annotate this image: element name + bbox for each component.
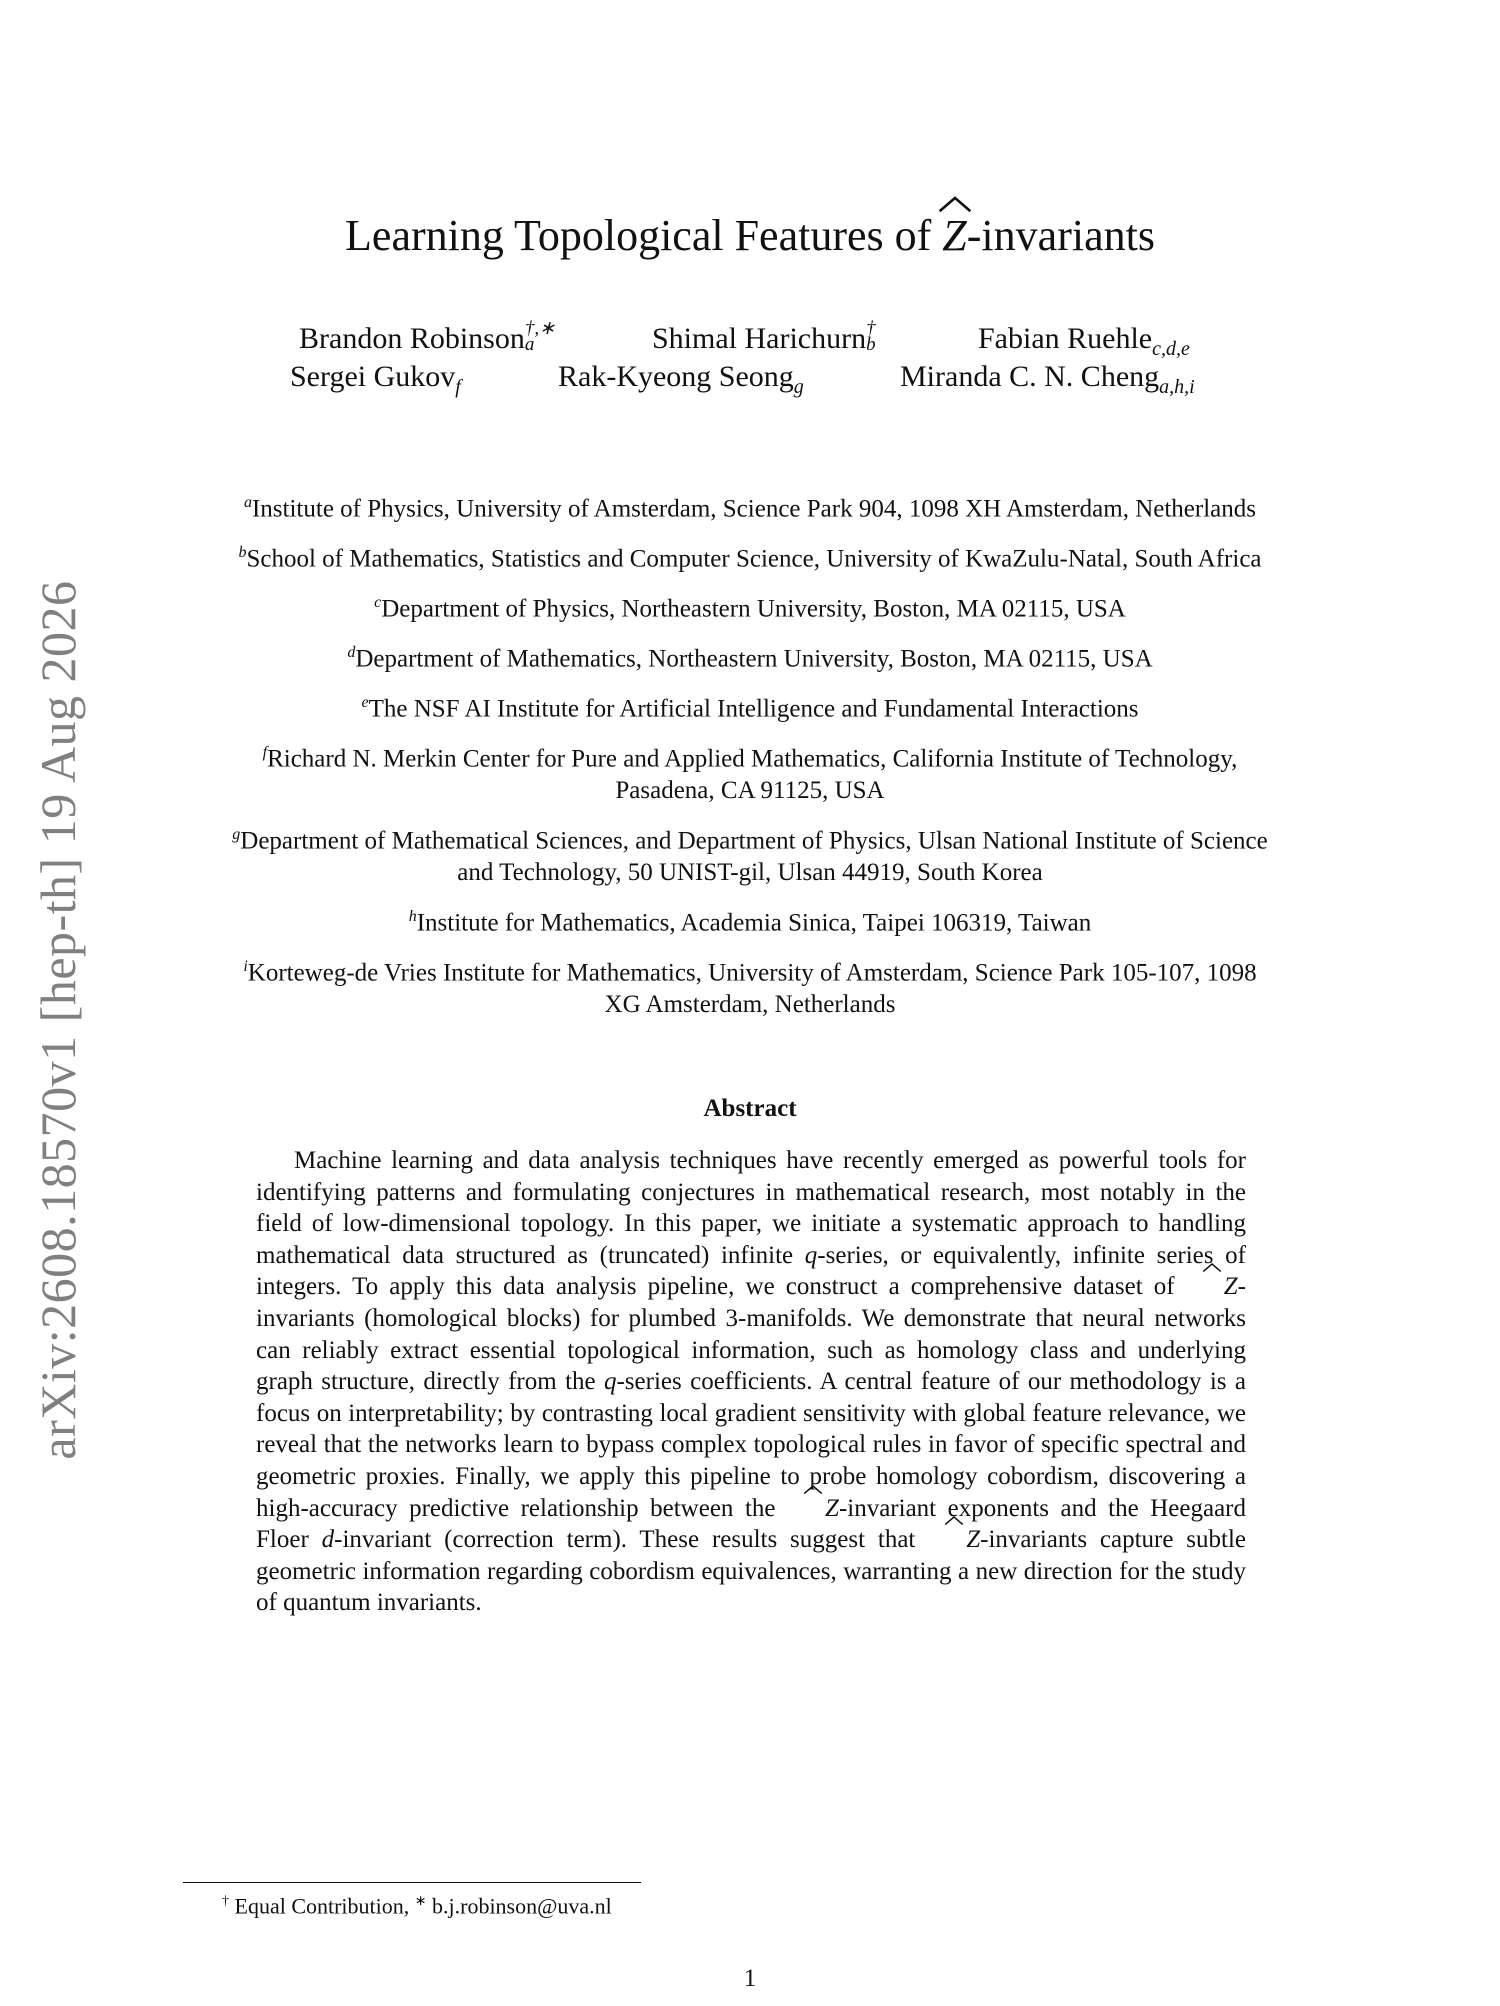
z-hat-symbol: Z: [787, 1493, 839, 1525]
title-text-before: Learning Topological Features of: [345, 211, 943, 260]
author-1: Shimal Harichurn † b: [652, 318, 876, 356]
abstract-text: -series, or equivalently, infinite series of integers. To apply this data analysis pipeline, we construct a comprehensive dataset of: [256, 1241, 1246, 1301]
hat-accent-icon: [945, 1517, 963, 1525]
title-text-after: -invariants: [966, 211, 1155, 260]
abstract-body: [256, 1145, 1246, 1619]
hat-accent-icon: [1203, 1264, 1221, 1272]
abstract-text: Machine learning and data analysis techniques have recently emerged as powerful tools for identifying patterns and formulating conjectures in mathematical research, most notably in the field of low-dimensional topology. In this paper, we initiate a systematic approach to handling mathematical data structured as (truncated) infinite: [256, 1147, 1246, 1269]
abstract-text: -invariant (correction term). These results suggest that: [334, 1526, 929, 1554]
footnote-rule: [183, 1882, 641, 1883]
math-variable: q: [603, 1368, 617, 1396]
affiliation-d: $^d$Department of Mathematics, Northeastern University, Boston, MA 02115, USA: [347, 644, 1153, 673]
abstract-heading: Abstract: [703, 1095, 797, 1122]
affiliation-b: $^b$School of Mathematics, Statistics and Computer Science, University of KwaZulu-Natal, South Africa: [238, 544, 1262, 573]
math-variable: q: [804, 1241, 818, 1269]
z-hat-symbol: Z: [942, 210, 966, 261]
z-hat-symbol: Z: [928, 1524, 980, 1556]
abstract-text: -series coefficients. A central feature of our methodology is a focus on interpretability; by contrasting local gradient sensitivity with global feature relevance, we reveal that the networks learn to bypass complex topological rules in favor of specific spectral and geometric proxies. Finally, we apply this pipeline to probe homology cobordism, discovering a high-accuracy predictive relationship between the: [256, 1368, 1246, 1522]
affiliation-i: $^i$Korteweg-de Vries Institute for Mathematics, University of Amsterdam, Science Park 105-107, 1098 XG Amsterdam, Netherlands: [243, 958, 1257, 1019]
affiliation-f: $^f$Richard N. Merkin Center for Pure and Applied Mathematics, California Institute of Technology, Pasadena, CA 91125, USA: [262, 744, 1238, 805]
arxiv-stamp: arXiv:2608.18570v1 [hep-th] 19 Aug 2026: [30, 580, 86, 1460]
affiliation-a: $^a$Institute of Physics, University of Amsterdam, Science Park 904, 1098 XH Amsterdam, Netherlands: [243, 494, 1256, 523]
author-0: Brandon Robinson †,∗ a: [299, 318, 556, 356]
page-number: 1: [743, 1965, 757, 1992]
hat-accent-icon: [804, 1486, 822, 1494]
author-5: Miranda C. N. Cheng$_{a,h,i}$: [900, 360, 1195, 398]
footnote: † Equal Contribution, ∗ b.j.robinson@uva.nl: [222, 1893, 612, 1919]
author-2: Fabian Ruehle$_{c,d,e}$: [978, 322, 1190, 360]
z-hat-symbol: Z: [1186, 1271, 1238, 1303]
author-4: Rak-Kyeong Seong$_g$: [558, 360, 804, 398]
abstract-text: -invariant exponents and the Heegaard Floer: [256, 1494, 1246, 1554]
paper-title: [0, 210, 1500, 261]
math-variable: d: [321, 1526, 335, 1554]
abstract-text: -invariants (homological blocks) for plumbed 3-manifolds. We demonstrate that neural networks can reliably extract essential topological information, such as homology class and underlying graph structure, directly from the: [256, 1273, 1246, 1396]
affiliation-g: $^g$Department of Mathematical Sciences, and Department of Physics, Ulsan National Institute of Science and Technology, 50 UNIST-gil, Ulsan 44919, South Korea: [232, 826, 1268, 887]
abstract-text: -invariants capture subtle geometric information regarding cobordism equivalences, warranting a new direction for the study of quantum invariants.: [256, 1526, 1247, 1617]
affiliation-e: $^e$The NSF AI Institute for Artificial Intelligence and Fundamental Interactions: [361, 694, 1139, 723]
affiliation-h: $^h$Institute for Mathematics, Academia Sinica, Taipei 106319, Taiwan: [408, 908, 1092, 937]
author-3: Sergei Gukov$_f$: [290, 360, 461, 398]
affiliation-c: $^c$Department of Physics, Northeastern University, Boston, MA 02115, USA: [374, 594, 1126, 623]
hat-accent-icon: [939, 198, 970, 211]
